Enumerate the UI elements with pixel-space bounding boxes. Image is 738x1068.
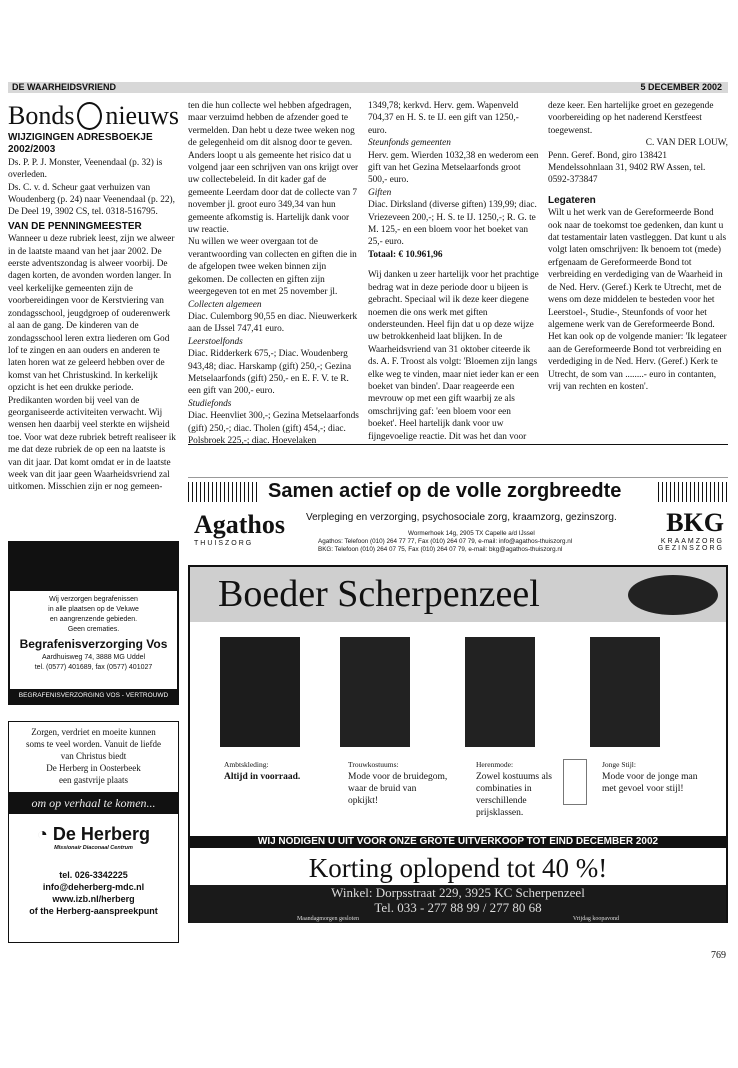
signature: C. VAN DER LOUW,	[645, 138, 728, 149]
boeder-ad	[188, 565, 728, 923]
paragraph: Diac. Dirksland (diverse giften) 139,99; diac. Vriezeveen 200,-; H. S. te IJ. 1250,-; R. G. te M. 125,- en een bloem voor het boeket van 25,- euro.	[368, 200, 537, 248]
paragraph: 1349,78; kerkvd. Herv. gem. Wapenveld 704,37 en H. S. te IJ. een gift van 1250,- euro.	[368, 101, 519, 136]
agathos-services: Verpleging en verzorging, psychosociale zorg, kraamzorg, gezinszorg.	[306, 512, 617, 523]
bkg-contact: BKG: Telefoon (010) 264 07 75, Fax (010) 264 07 79, e-mail: bkg@agathos-thuiszorg.nl	[318, 546, 563, 553]
paragraph: Wanneer u deze rubriek leest, zijn we alweer in de laatste maand van het jaar 2002. De eerste adventszondag is alweer voorbij. De dagen korten, de avonden worden langer. In veel kerkelijke gemeenten zijn de voorbereidingen voor de Kerstviering van zondagsschool, jeugdgroep of ouderenwerk al aan de gang. De kinderen van de zondagsschool leren extra liederen om God lof te zingen en aan ouders en anderen te laten horen wat ze geleerd hebben over de komst van het Christuskind. In kerkelijk opzicht is het een drukke periode. Predikanten worden bij veel van de georganiseerde activiteiten verwacht. Wij wensen hen daarbij veel sterkte en wijsheid toe. Voor wat deze rubriek betreft realiseer ik me dat deze rubriek de op een na laatste is van dit jaar. Dat komt omdat er in de laatste week van dit jaar geen Waarheidsvriend zal uitkomen. Misschien zijn er nog gemeen-	[8, 234, 176, 493]
young-style-photo	[590, 637, 660, 747]
caption-ambtskleding: Ambtskleding: Altijd in voorraad.	[224, 760, 301, 782]
column-1	[8, 100, 179, 532]
divider	[188, 444, 728, 445]
paragraph: Diac. Culemborg 90,55 en diac. Nieuwerkerk aan de IJssel 747,41 euro.	[188, 311, 358, 335]
paragraph: Diac. Heenvliet 300,-; Gezina Metselaarfonds (gift) 250,-; diac. Tholen (gift) 454,-; diac. Polsbroek 225,-; diac. Hoevelaken	[188, 411, 359, 446]
store-info: Winkel: Dorpsstraat 229, 3925 KC Scherpenzeel Tel. 033 - 277 88 99 / 277 80 68 Maandagmorgen gesloten Vrijdag koopavond	[190, 885, 726, 923]
herberg-slogan: om op verhaal te komen...	[9, 792, 178, 814]
paragraph: Wij danken u zeer hartelijk voor het prachtige bedrag wat in deze periode door u bijeen is gebracht. Speciaal wil ik deze keer diegene noemen die ons werk met giften ondersteunden. Heel fijn dat u op deze wijze uw betrokkenheid laat blijken. In de Waarheidsvriend van 31 oktober citeerde ik ds. A. F. Troost als volgt: 'Bloemen zijn langs elke weg te vinden, maar niet ieder kan er een boeket van binden'. Daar reageerde een mevrouw op met een gift waarbij ze als omschrijving gaf: 'een bloem voor een boeket'. Heel hartelijk dank voor uw fijngevoelige reactie. Dit was het dan voor	[368, 270, 539, 442]
paragraph: Wilt u het werk van de Gereformeerde Bond ook naar de toekomst toe gedenken, dan kunt u dat testamentair laten vastleggen. Dat kunt u als volgt laten omschrijven: Ik benoem tot (mede) erfgenaam de Gereformeerde Bond tot verbreiding en verdediging van de Waarheid in de Ned. Herv. (Geref.) Kerk te Utrecht, met de wens om deze middelen te besteden voor het Leerstoel-, Studie-, Steunfonds of voor het algemene werk van de Gereformeerde Bond.	[548, 208, 727, 330]
paragraph: Herv. gem. Wierden 1032,38 en wederom een gift van het Gezina Metselaarfonds groot 500,- euro.	[368, 150, 539, 186]
boeder-emblem-icon	[628, 575, 718, 615]
caption-trouwkostuums: Trouwkostuums: Mode voor de bruidegom, waar de bruid van opkijkt!	[348, 760, 448, 806]
paragraph: ten die hun collecte wel hebben afgedragen, maar verzuimd hebben de afzender goed te vermelden. Dan hebt u deze twee weken nog de gelegenheid om dit alsnog door te geven. Anders loopt u als gemeente het risico dat u volgend jaar een schrijven van ons krijgt over uw collectebeleid. In dit kader gaf de gemeente Leerdam door dat de collecte van 7 november jl. groot euro 349,34 van hun gemeente afkomstig is. Hartelijk dank voor uw reactie.	[188, 101, 359, 236]
vos-footer: BEGRAFENISVERZORGING VOS - VERTROUWD VERZORGD	[10, 689, 177, 703]
header-date: 5 DECEMBER 2002	[640, 82, 722, 92]
subheading: Steunfonds gemeenten	[368, 138, 451, 149]
image-placeholder	[563, 759, 587, 805]
barcode-decoration	[188, 482, 258, 502]
total-amount: Totaal: € 10.961,96	[368, 249, 443, 260]
herberg-contact: tel. 026-3342225 info@deherberg-mdc.nl www.izb.nl/herberg of the Herberg-aanspreekpunt	[29, 870, 158, 916]
subheading: Leerstoelfonds	[188, 336, 243, 347]
paragraph: deze keer. Een hartelijke groet en gezegende voorbereiding op het naderend Kerstfeest toegewenst.	[548, 101, 714, 136]
logo-text-left: Bonds	[8, 101, 75, 130]
heading-legateren: Legateren	[548, 194, 596, 206]
paragraph: Diac. Ridderkerk 675,-; Diac. Woudenberg 943,48; diac. Harskamp (gift) 250,-; Gezina Metselaarfonds (gift) 250,- en E. F. V. te R. een gift van 200,- euro.	[188, 349, 352, 397]
subheading: Giften	[368, 187, 392, 198]
paragraph: Het kan ook op de volgende manier: 'Ik legateer aan de Gereformeerde Bond tot verbreiding en verdediging in de Ned. Herv. (Geref.) Kerk te Utrecht, de som van ........- euro in contanten, vrij van rechten en kosten'.	[548, 332, 727, 392]
agathos-logo: Agathos THUISZORG	[194, 510, 286, 547]
vos-ad: Wij verzorgen begrafenissen in alle plaatsen op de Veluwe en aangrenzende gebieden. Geen crematies. Begrafenisverzorging Vos Aardhuisweg 74, 3888 MG Uddel tel. (0577) 401689, fax (0577) 401027 BEGRAFENISVERZORGING VOS - VERTROUWD VERZORGD	[8, 541, 179, 705]
subheading: Collecten algemeen	[188, 299, 262, 310]
heading-penningmeester: VAN DE PENNINGMEESTER	[8, 220, 142, 232]
menswear-photo	[465, 637, 535, 747]
paragraph: Penn. Geref. Bond, giro 138421 Mendelssohnlaan 31, 9402 RW Assen, tel. 0592-373847	[548, 150, 706, 186]
caption-herenmode: Herenmode: Zowel kostuums als combinaties in verschillende prijsklassen.	[476, 760, 552, 818]
vos-logo	[10, 543, 177, 591]
caption-jonge-stijl: Jonge Stijl: Mode voor de jonge man met gevoel voor stijl!	[602, 760, 698, 794]
bkg-logo: BKG KRAAMZORG GEZINSZORG	[657, 508, 724, 552]
sale-banner: WIJ NODIGEN U UIT VOOR ONZE GROTE UITVERKOOP TOT EIND DECEMBER 2002	[190, 836, 726, 848]
column-4	[548, 100, 728, 440]
herberg-swirl-icon: ◔	[37, 824, 53, 844]
column-2	[188, 100, 359, 446]
discount-headline: Korting oplopend tot 40 %!	[308, 853, 608, 883]
paragraph: Nu willen we weer overgaan tot de verantwoording van collecten en giften die in de afgelopen twee weken binnen zijn gekomen. De collecten en giften zijn weergegeven tot en met 25 november jl.	[188, 237, 357, 298]
page-number: 769	[711, 950, 726, 961]
agathos-address: Wormerhoek 14g, 2905 TX Capelle a/d IJssel	[408, 530, 535, 537]
agathos-ad	[188, 477, 728, 561]
column-3	[368, 100, 539, 440]
header-magazine: DE WAARHEIDSVRIEND	[12, 82, 117, 92]
wedding-photo	[340, 637, 410, 747]
bondsnieuws-logo	[8, 100, 179, 132]
paragraph: Ds. P. P. J. Monster, Veenendaal (p. 32) is overleden.	[8, 157, 163, 181]
vos-name: Begrafenisverzorging Vos	[19, 637, 168, 651]
barcode-decoration	[658, 482, 728, 502]
paragraph: Ds. C. v. d. Scheur gaat verhuizen van Woudenberg (p. 24) naar Veenendaal (p. 22), De Deel 19, 3902 CS, tel. 0318-516795.	[8, 182, 175, 218]
heading-adresboekje: WIJZIGINGEN ADRESBOEKJE 2002/2003	[8, 132, 153, 156]
agathos-title: Samen actief op de volle zorgbreedte	[268, 480, 622, 502]
logo-text-right: nieuws	[105, 101, 179, 130]
bond-emblem-icon	[77, 102, 102, 130]
agathos-contact: Agathos: Telefoon (010) 264 77 77, Fax (010) 264 07 79, e-mail: info@agathos-thuiszorg.nl	[318, 538, 573, 545]
herberg-logo: ◔ De Herberg	[37, 824, 150, 844]
page-header	[8, 82, 728, 93]
boeder-title: Boeder Scherpenzeel	[190, 567, 726, 622]
suit-photo	[220, 637, 300, 747]
subheading: Studiefonds	[188, 398, 232, 409]
herberg-ad: Zorgen, verdriet en moeite kunnen soms te veel worden. Vanuit de liefde van Christus biedt De Herberg in Oosterbeek een gastvrije plaats om op verhaal te komen... ◔ De Herberg Missionair Diaconaal Centrum tel. 026-3342225 info@deherberg-mdc.nl www.izb.nl/herberg of the Herberg-aanspreekpunt	[8, 721, 179, 943]
